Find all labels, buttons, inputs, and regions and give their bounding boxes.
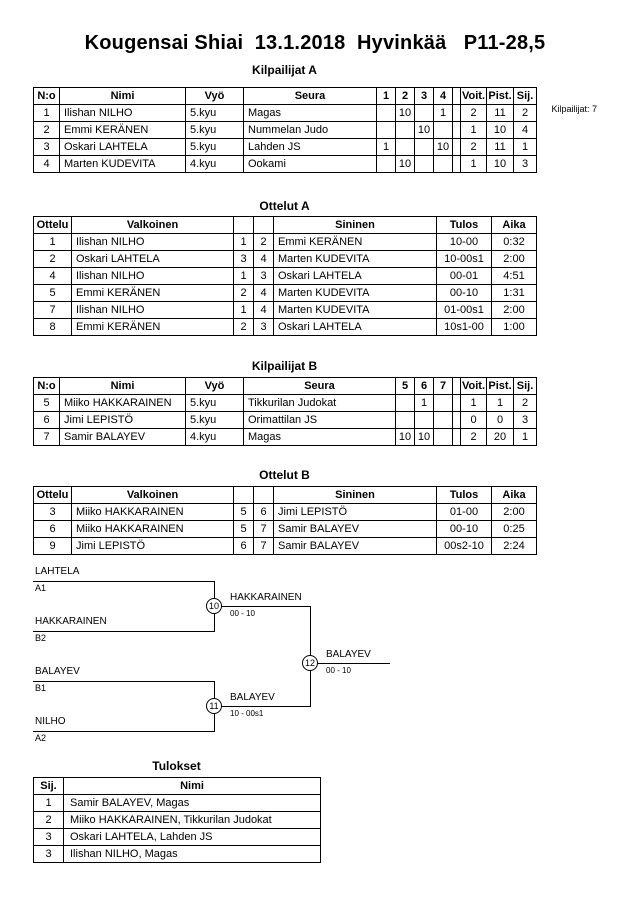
table-cell: Samir BALAYEV, Magas	[64, 795, 321, 812]
table-cell: 2:00	[492, 251, 537, 268]
col-header-vyo: Vyö	[186, 378, 244, 395]
col-header-nimi: Nimi	[60, 88, 186, 105]
table-cell	[415, 105, 434, 122]
table-header-row	[34, 778, 321, 795]
table-cell: Samir BALAYEV	[274, 538, 437, 555]
col-header-white-no	[234, 217, 254, 234]
table-cell	[434, 156, 453, 173]
col-header-sininen: Sininen	[274, 487, 437, 504]
bracket-line	[33, 731, 215, 732]
table-cell: 1	[34, 105, 60, 122]
table-row	[34, 504, 537, 521]
table-cell	[396, 412, 415, 429]
heading-kilpailijat-a: Kilpailijat A	[252, 63, 317, 77]
table-cell: Jimi LEPISTÖ	[60, 412, 186, 429]
match-10-score: 00 - 10	[230, 609, 255, 618]
table-row	[34, 319, 537, 336]
table-cell: 1:00	[492, 319, 537, 336]
table-cell	[453, 105, 461, 122]
table-cell: 10	[415, 429, 434, 446]
table-row	[34, 105, 537, 122]
table-cell: Magas	[244, 429, 396, 446]
table-cell	[415, 156, 434, 173]
table-row	[34, 521, 537, 538]
table-cell: 2	[514, 395, 537, 412]
col-header-white-no	[234, 487, 254, 504]
table-cell: 5.kyu	[186, 412, 244, 429]
table-row	[34, 829, 321, 846]
match-11-winner: BALAYEV	[230, 692, 275, 703]
table-cell: 3	[514, 156, 537, 173]
col-header-valkoinen: Valkoinen	[72, 487, 234, 504]
bracket-line	[214, 606, 311, 607]
col-header-vyo: Vyö	[186, 88, 244, 105]
table-row	[34, 538, 537, 555]
table-row	[34, 285, 537, 302]
table-cell: 3	[34, 829, 64, 846]
table-cell: 20	[487, 429, 514, 446]
table-cell: 10	[415, 122, 434, 139]
table-cell: Lahden JS	[244, 139, 377, 156]
table-cell: 5	[234, 521, 254, 538]
col-header-spacer	[453, 88, 461, 105]
table-cell: Ilishan NILHO	[72, 234, 234, 251]
table-cell: 3	[514, 412, 537, 429]
table-cell: 10-00s1	[437, 251, 492, 268]
table-cell: Marten KUDEVITA	[274, 285, 437, 302]
table-cell: 7	[254, 538, 274, 555]
col-header-3: 3	[415, 88, 434, 105]
table-cell: 8	[34, 319, 72, 336]
table-cell: 1	[415, 395, 434, 412]
table-cell: Nummelan Judo	[244, 122, 377, 139]
table-cell: Ilishan NILHO	[72, 302, 234, 319]
col-header-4: 4	[434, 88, 453, 105]
bracket-line	[310, 663, 390, 664]
heading-tulokset: Tulokset	[152, 759, 201, 773]
table-cell: 1	[234, 234, 254, 251]
match-10-winner: HAKKARAINEN	[230, 592, 302, 603]
table-cell	[453, 429, 461, 446]
col-header-seura: Seura	[244, 88, 377, 105]
table-cell: 3	[234, 251, 254, 268]
table-cell: Tikkurilan Judokat	[244, 395, 396, 412]
table-cell: 1	[434, 105, 453, 122]
bracket-slot-4-seed: A2	[35, 733, 47, 743]
table-cell: 00-01	[437, 268, 492, 285]
table-cell	[453, 156, 461, 173]
bracket-slot-2-name: HAKKARAINEN	[35, 616, 107, 627]
table-cell: Orimattilan JS	[244, 412, 396, 429]
table-cell	[434, 122, 453, 139]
table-cell: Oskari LAHTELA, Lahden JS	[64, 829, 321, 846]
table-cell	[453, 412, 461, 429]
table-cell: 4	[514, 122, 537, 139]
table-cell: 10	[487, 156, 514, 173]
col-header-sij: Sij.	[514, 88, 537, 105]
col-header-2: 2	[396, 88, 415, 105]
col-header-tulos: Tulos	[437, 487, 492, 504]
match-12-score: 00 - 10	[326, 666, 351, 675]
finals-bracket	[33, 563, 473, 753]
col-header-valkoinen: Valkoinen	[72, 217, 234, 234]
table-cell: Marten KUDEVITA	[274, 251, 437, 268]
bracket-slot-3-seed: B1	[35, 683, 47, 693]
table-cell: 4.kyu	[186, 429, 244, 446]
table-cell: 1	[461, 122, 487, 139]
bracket-slot-2-seed: B2	[35, 633, 47, 643]
table-row	[34, 234, 537, 251]
table-cell: 00s2-10	[437, 538, 492, 555]
match-12-number: 12	[302, 655, 318, 671]
kilpailijat-b-table	[33, 377, 537, 446]
table-cell: 10s1-00	[437, 319, 492, 336]
table-cell: Jimi LEPISTÖ	[274, 504, 437, 521]
table-cell	[377, 156, 396, 173]
table-cell: 10	[396, 429, 415, 446]
ottelut-a-table	[33, 216, 537, 336]
bracket-line	[33, 681, 215, 682]
table-cell: Ilishan NILHO	[60, 105, 186, 122]
table-cell: 5	[34, 285, 72, 302]
table-cell: 5.kyu	[186, 105, 244, 122]
col-header-ottelu: Ottelu	[34, 487, 72, 504]
table-cell: 6	[34, 412, 60, 429]
table-cell	[396, 395, 415, 412]
table-cell: 1	[34, 795, 64, 812]
col-header-nimi: Nimi	[60, 378, 186, 395]
table-cell: 1	[461, 156, 487, 173]
table-cell: 1	[234, 302, 254, 319]
col-header-blue-no	[254, 217, 274, 234]
col-header-no: N:o	[34, 88, 60, 105]
table-cell	[396, 139, 415, 156]
table-cell: 0	[461, 412, 487, 429]
table-cell: Samir BALAYEV	[274, 521, 437, 538]
table-cell: Jimi LEPISTÖ	[72, 538, 234, 555]
table-header-row	[34, 378, 537, 395]
table-cell: 7	[254, 521, 274, 538]
table-cell: Ookami	[244, 156, 377, 173]
table-cell: 7	[34, 429, 60, 446]
table-cell: 11	[487, 105, 514, 122]
table-cell: Emmi KERÄNEN	[72, 319, 234, 336]
table-cell: 0:32	[492, 234, 537, 251]
table-cell: 7	[34, 302, 72, 319]
table-cell: Ilishan NILHO, Magas	[64, 846, 321, 863]
table-cell: 10	[396, 105, 415, 122]
table-cell: 2	[34, 122, 60, 139]
table-header-row	[34, 487, 537, 504]
table-cell: 4	[254, 302, 274, 319]
col-header-aika: Aika	[492, 217, 537, 234]
col-header-ottelu: Ottelu	[34, 217, 72, 234]
table-cell: 00-10	[437, 285, 492, 302]
table-cell: Miiko HAKKARAINEN	[72, 521, 234, 538]
table-cell: Oskari LAHTELA	[72, 251, 234, 268]
col-header-aika: Aika	[492, 487, 537, 504]
table-cell: 2	[234, 319, 254, 336]
table-cell: 2	[234, 285, 254, 302]
col-header-pist: Pist.	[487, 88, 514, 105]
heading-ottelut-b: Ottelut B	[259, 468, 310, 482]
col-header-1: 1	[377, 88, 396, 105]
col-header-pist: Pist.	[487, 378, 514, 395]
table-cell: 10	[434, 139, 453, 156]
heading-ottelut-a: Ottelut A	[259, 199, 310, 213]
col-header-7: 7	[434, 378, 453, 395]
table-row	[34, 156, 537, 173]
col-header-voit: Voit.	[461, 88, 487, 105]
col-header-blue-no	[254, 487, 274, 504]
table-cell: 1	[377, 139, 396, 156]
table-cell: 5.kyu	[186, 139, 244, 156]
table-cell: 2	[34, 251, 72, 268]
table-cell: Miiko HAKKARAINEN	[72, 504, 234, 521]
table-row	[34, 412, 537, 429]
table-cell: 1:31	[492, 285, 537, 302]
table-row	[34, 846, 321, 863]
table-cell: 0	[487, 412, 514, 429]
page-title: Kougensai Shiai 13.1.2018 Hyvinkää P11-28,5	[84, 32, 546, 54]
table-cell: 1	[461, 395, 487, 412]
table-cell	[415, 139, 434, 156]
col-header-voit: Voit.	[461, 378, 487, 395]
table-row	[34, 268, 537, 285]
table-cell: Emmi KERÄNEN	[72, 285, 234, 302]
table-row	[34, 429, 537, 446]
table-cell: Miiko HAKKARAINEN	[60, 395, 186, 412]
table-cell: 3	[34, 504, 72, 521]
table-cell: 2:24	[492, 538, 537, 555]
table-cell: 3	[34, 139, 60, 156]
col-header-tulos: Tulos	[437, 217, 492, 234]
match-10-number: 10	[206, 598, 222, 614]
bracket-slot-1-name: LAHTELA	[35, 566, 80, 577]
table-cell: 2	[34, 812, 64, 829]
table-cell: 2	[461, 105, 487, 122]
table-cell: 5	[34, 395, 60, 412]
table-cell: 3	[254, 319, 274, 336]
table-cell	[453, 139, 461, 156]
table-cell: 2	[514, 105, 537, 122]
col-header-sij: Sij.	[514, 378, 537, 395]
table-cell: 10	[487, 122, 514, 139]
table-cell: 4.kyu	[186, 156, 244, 173]
table-row	[34, 122, 537, 139]
table-cell: 00-10	[437, 521, 492, 538]
table-cell	[434, 429, 453, 446]
bracket-line	[214, 706, 311, 707]
match-11-number: 11	[206, 698, 222, 714]
table-row	[34, 812, 321, 829]
table-cell: Magas	[244, 105, 377, 122]
table-cell: 11	[487, 139, 514, 156]
table-cell: 1	[514, 139, 537, 156]
col-header-seura: Seura	[244, 378, 396, 395]
table-cell: 1	[514, 429, 537, 446]
col-header-5: 5	[396, 378, 415, 395]
competitors-count: Kilpailijat: 7	[551, 104, 597, 114]
table-row	[34, 302, 537, 319]
table-row	[34, 251, 537, 268]
table-cell: Samir BALAYEV	[60, 429, 186, 446]
table-header-row	[34, 217, 537, 234]
table-cell: 10-00	[437, 234, 492, 251]
kilpailijat-a-table	[33, 87, 537, 173]
table-cell: Emmi KERÄNEN	[60, 122, 186, 139]
bracket-line	[33, 581, 215, 582]
table-cell: Oskari LAHTELA	[274, 268, 437, 285]
table-cell: 01-00	[437, 504, 492, 521]
col-header-spacer	[453, 378, 461, 395]
table-cell: Emmi KERÄNEN	[274, 234, 437, 251]
table-cell	[415, 412, 434, 429]
table-row	[34, 139, 537, 156]
table-cell: Miiko HAKKARAINEN, Tikkurilan Judokat	[64, 812, 321, 829]
table-cell: 1	[234, 268, 254, 285]
col-header-sininen: Sininen	[274, 217, 437, 234]
tulokset-table	[33, 777, 321, 863]
table-cell: 2	[461, 139, 487, 156]
match-11-score: 10 - 00s1	[230, 709, 264, 718]
col-header-nimi: Nimi	[64, 778, 321, 795]
table-cell	[453, 122, 461, 139]
col-header-sij: Sij.	[34, 778, 64, 795]
table-cell: 6	[234, 538, 254, 555]
table-cell	[377, 122, 396, 139]
table-cell: 1	[34, 234, 72, 251]
col-header-6: 6	[415, 378, 434, 395]
bracket-slot-3-name: BALAYEV	[35, 666, 80, 677]
table-cell	[396, 122, 415, 139]
table-cell: 2:00	[492, 302, 537, 319]
table-cell: Marten KUDEVITA	[274, 302, 437, 319]
match-12-winner: BALAYEV	[326, 649, 371, 660]
bracket-line	[33, 631, 215, 632]
table-cell: Oskari LAHTELA	[60, 139, 186, 156]
table-cell: 5.kyu	[186, 395, 244, 412]
bracket-slot-1-seed: A1	[35, 583, 47, 593]
table-cell: 10	[396, 156, 415, 173]
table-cell: Marten KUDEVITA	[60, 156, 186, 173]
table-cell: 4	[34, 156, 60, 173]
table-cell: Oskari LAHTELA	[274, 319, 437, 336]
table-cell: 01-00s1	[437, 302, 492, 319]
table-header-row	[34, 88, 537, 105]
table-cell: 3	[254, 268, 274, 285]
table-cell: 6	[254, 504, 274, 521]
table-cell: 4	[254, 251, 274, 268]
bracket-slot-4-name: NILHO	[35, 716, 66, 727]
table-cell: Ilishan NILHO	[72, 268, 234, 285]
table-cell: 2:00	[492, 504, 537, 521]
table-cell: 9	[34, 538, 72, 555]
col-header-no: N:o	[34, 378, 60, 395]
table-cell: 5	[234, 504, 254, 521]
table-cell: 4	[254, 285, 274, 302]
ottelut-b-table	[33, 486, 537, 555]
table-cell: 5.kyu	[186, 122, 244, 139]
table-cell: 2	[461, 429, 487, 446]
table-cell: 3	[34, 846, 64, 863]
table-cell: 0:25	[492, 521, 537, 538]
heading-kilpailijat-b: Kilpailijat B	[251, 359, 318, 373]
table-cell: 4	[34, 268, 72, 285]
table-cell: 6	[34, 521, 72, 538]
table-row	[34, 795, 321, 812]
table-row	[34, 395, 537, 412]
table-cell: 4:51	[492, 268, 537, 285]
table-cell	[434, 412, 453, 429]
table-cell	[453, 395, 461, 412]
table-cell	[377, 105, 396, 122]
table-cell: 2	[254, 234, 274, 251]
table-cell: 1	[487, 395, 514, 412]
table-cell	[434, 395, 453, 412]
